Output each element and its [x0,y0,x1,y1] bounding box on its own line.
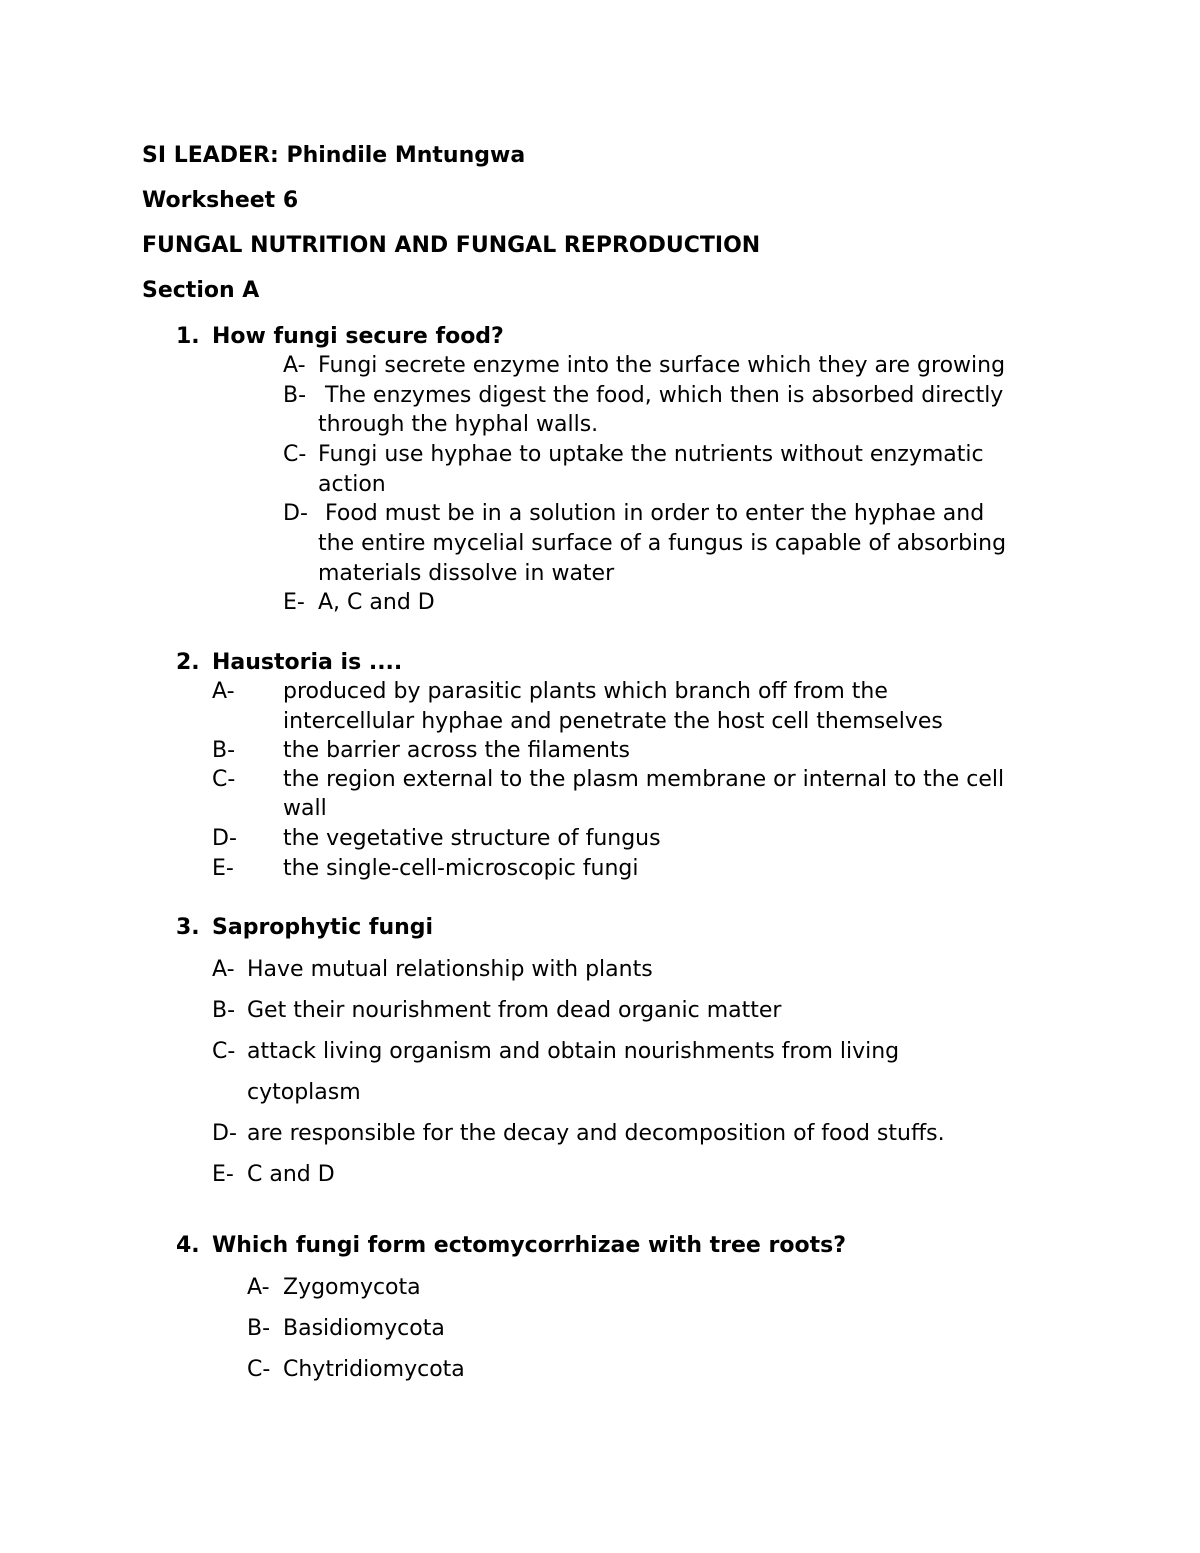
q4-option-b-line-1: Basidiomycota [283,1316,445,1341]
q1-option-b-line-1: The enzymes digest the food, which then is absorbed directly [318,383,1004,408]
worksheet-number: Worksheet 6 [142,188,299,213]
q1-option-e-letter: E- [283,590,305,615]
q3-option-d-line-1: are responsible for the decay and decomposition of food stuffs. [247,1121,945,1146]
q2-option-d-letter: D- [212,826,237,851]
q4-option-b-letter: B- [247,1316,271,1341]
question-2-text: Haustoria is .... [212,650,403,675]
q1-option-b-line-2: through the hyphal walls. [318,412,599,437]
q2-option-b-letter: B- [212,738,236,763]
q3-option-b-line-1: Get their nourishment from dead organic matter [247,998,782,1023]
q2-option-b-line-1: the barrier across the filaments [283,738,630,763]
q3-option-a-line-1: Have mutual relationship with plants [247,957,653,982]
q3-option-c-line-1: attack living organism and obtain nourishments from living [247,1039,900,1064]
section-heading: Section A [142,278,260,303]
q3-option-a-letter: A- [212,957,235,982]
q1-option-e-line-1: A, C and D [318,590,435,615]
question-3-number: 3. [176,915,200,940]
q2-option-e-line-1: the single-cell-microscopic fungi [283,856,639,881]
question-4-number: 4. [176,1233,200,1258]
q1-option-b-letter: B- [283,383,307,408]
q1-option-c-line-2: action [318,472,386,497]
q3-option-c-letter: C- [212,1039,236,1064]
q3-option-d-letter: D- [212,1121,237,1146]
q1-option-d-line-1: Food must be in a solution in order to enter the hyphae and [318,501,985,526]
q2-option-c-letter: C- [212,767,236,792]
question-3-text: Saprophytic fungi [212,915,434,940]
q2-option-d-line-1: the vegetative structure of fungus [283,826,661,851]
question-1-text: How fungi secure food? [212,324,504,349]
q1-option-c-letter: C- [283,442,307,467]
si-leader-line: SI LEADER: Phindile Mntungwa [142,143,526,168]
q2-option-e-letter: E- [212,856,234,881]
q2-option-c-line-2: wall [283,796,327,821]
q1-option-c-line-1: Fungi use hyphae to uptake the nutrients without enzymatic [318,442,984,467]
q4-option-c-letter: C- [247,1357,271,1382]
question-2-number: 2. [176,650,200,675]
q3-option-c-line-2: cytoplasm [247,1080,361,1105]
q3-option-b-letter: B- [212,998,236,1023]
q2-option-a-letter: A- [212,679,235,704]
q1-option-d-line-3: materials dissolve in water [318,561,615,586]
q3-option-e-line-1: C and D [247,1162,335,1187]
q1-option-d-letter: D- [283,501,308,526]
q1-option-d-line-2: the entire mycelial surface of a fungus is capable of absorbing [318,531,1007,556]
q4-option-a-letter: A- [247,1275,270,1300]
worksheet-title: FUNGAL NUTRITION AND FUNGAL REPRODUCTION [142,233,761,258]
q3-option-e-letter: E- [212,1162,234,1187]
q4-option-a-line-1: Zygomycota [283,1275,421,1300]
q2-option-a-line-1: produced by parasitic plants which branch off from the [283,679,888,704]
question-1-number: 1. [176,324,200,349]
question-4-text: Which fungi form ectomycorrhizae with tree roots? [212,1233,846,1258]
q2-option-a-line-2: intercellular hyphae and penetrate the host cell themselves [283,709,943,734]
q2-option-c-line-1: the region external to the plasm membrane or internal to the cell [283,767,1005,792]
q1-option-a-line-1: Fungi secrete enzyme into the surface which they are growing [318,353,1006,378]
q4-option-c-line-1: Chytridiomycota [283,1357,465,1382]
q1-option-a-letter: A- [283,353,306,378]
